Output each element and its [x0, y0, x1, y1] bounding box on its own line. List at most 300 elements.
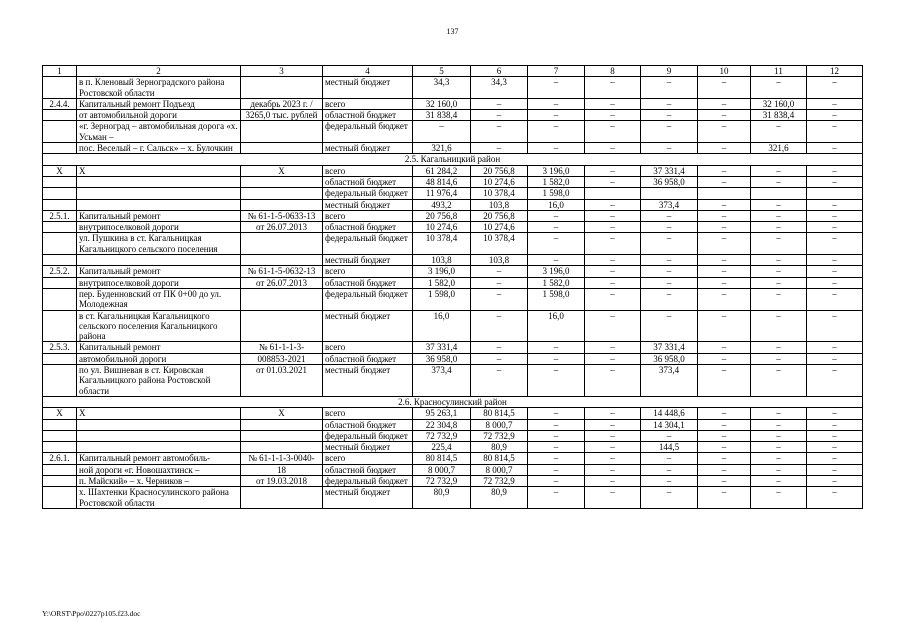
cell-col-11: –	[751, 288, 807, 310]
cell-col-2: от автомобильной дороги	[77, 110, 241, 121]
cell-col-8: –	[585, 199, 641, 210]
cell-col-1	[43, 310, 77, 342]
cell-col-4: областной бюджет	[323, 110, 413, 121]
table-row	[43, 199, 863, 210]
cell-col-3	[241, 176, 323, 187]
cell-col-3: 3265,0 тыс. рублей	[241, 110, 323, 121]
cell-col-4: всего	[323, 453, 413, 464]
cell-col-8: –	[585, 77, 641, 99]
cell-col-1	[43, 430, 77, 441]
table-row	[43, 277, 863, 288]
cell-col-7: 3 196,0	[528, 266, 585, 277]
cell-col-4: всего	[323, 342, 413, 353]
cell-col-8: –	[585, 266, 641, 277]
cell-col-8: –	[585, 310, 641, 342]
cell-col-1	[43, 464, 77, 475]
cell-col-9	[641, 188, 698, 199]
cell-col-2: пер. Буденновский от ПК 0+00 до ул. Молодежная	[77, 288, 241, 310]
cell-col-7: –	[528, 365, 585, 397]
cell-col-7: –	[528, 464, 585, 475]
cell-col-9: –	[641, 464, 698, 475]
cell-col-12: –	[807, 310, 863, 342]
cell-col-2: Х	[77, 165, 241, 176]
cell-col-8: –	[585, 121, 641, 143]
cell-col-5: 493,2	[413, 199, 471, 210]
cell-col-6: 34,3	[471, 77, 528, 99]
cell-col-8: –	[585, 176, 641, 187]
cell-col-11: 32 160,0	[751, 98, 807, 109]
cell-col-8: –	[585, 222, 641, 233]
cell-col-9: –	[641, 277, 698, 288]
cell-col-7: 1 582,0	[528, 277, 585, 288]
cell-col-12: –	[807, 121, 863, 143]
table-row	[43, 475, 863, 486]
cell-col-6: 80,9	[471, 442, 528, 453]
cell-col-7: –	[528, 353, 585, 364]
cell-col-11: –	[751, 353, 807, 364]
table-row	[43, 419, 863, 430]
cell-col-8: –	[585, 255, 641, 266]
table-row	[43, 176, 863, 187]
cell-col-1	[43, 487, 77, 509]
cell-col-6: 80,9	[471, 487, 528, 509]
table-row	[43, 487, 863, 509]
cell-col-8: –	[585, 342, 641, 353]
cell-col-3: от 26.07.2013	[241, 277, 323, 288]
table-row	[43, 310, 863, 342]
cell-col-2: «г. Зерноград – автомобильная дорога «х. Усьман –	[77, 121, 241, 143]
cell-col-7: –	[528, 475, 585, 486]
cell-col-3	[241, 487, 323, 509]
cell-col-8: –	[585, 233, 641, 255]
cell-col-9: 14 304,1	[641, 419, 698, 430]
cell-col-10: –	[698, 487, 751, 509]
cell-col-10: –	[698, 475, 751, 486]
cell-col-1	[43, 233, 77, 255]
cell-col-9: 144,5	[641, 442, 698, 453]
cell-col-1: Х	[43, 408, 77, 419]
cell-col-8	[585, 188, 641, 199]
header-cell: 2	[77, 66, 241, 77]
cell-col-8: –	[585, 408, 641, 419]
cell-col-9: –	[641, 310, 698, 342]
cell-col-11: –	[751, 464, 807, 475]
cell-col-7: –	[528, 255, 585, 266]
cell-col-4: федеральный бюджет	[323, 233, 413, 255]
cell-col-11: –	[751, 210, 807, 221]
section-title: 2.5. Кагальницкий район	[43, 154, 863, 165]
cell-col-12: –	[807, 342, 863, 353]
cell-col-4: всего	[323, 98, 413, 109]
cell-col-12: –	[807, 442, 863, 453]
header-cell: 9	[641, 66, 698, 77]
cell-col-2	[77, 188, 241, 199]
cell-col-10: –	[698, 77, 751, 99]
cell-col-10: –	[698, 98, 751, 109]
table-row	[43, 342, 863, 353]
cell-col-7: 1 582,0	[528, 176, 585, 187]
cell-col-7: –	[528, 342, 585, 353]
page-number: 137	[446, 27, 459, 36]
table-row	[43, 288, 863, 310]
cell-col-1	[43, 288, 77, 310]
cell-col-2: Капитальный ремонт Подъезд	[77, 98, 241, 109]
cell-col-6: 72 732,9	[471, 430, 528, 441]
cell-col-8: –	[585, 430, 641, 441]
cell-col-1	[43, 188, 77, 199]
cell-col-3	[241, 143, 323, 154]
cell-col-4: областной бюджет	[323, 176, 413, 187]
cell-col-5: 321,6	[413, 143, 471, 154]
cell-col-7: –	[528, 98, 585, 109]
cell-col-9: 37 331,4	[641, 342, 698, 353]
table-row	[43, 188, 863, 199]
cell-col-1	[43, 475, 77, 486]
cell-col-10: –	[698, 176, 751, 187]
cell-col-10: –	[698, 210, 751, 221]
section-heading-row	[43, 154, 863, 165]
table-row	[43, 408, 863, 419]
cell-col-12	[807, 188, 863, 199]
cell-col-10: –	[698, 143, 751, 154]
cell-col-1	[43, 255, 77, 266]
cell-col-3: Х	[241, 165, 323, 176]
cell-col-9: –	[641, 475, 698, 486]
cell-col-11: –	[751, 310, 807, 342]
cell-col-8: –	[585, 288, 641, 310]
cell-col-1	[43, 442, 77, 453]
cell-col-5: 31 838,4	[413, 110, 471, 121]
cell-col-12: –	[807, 255, 863, 266]
cell-col-12: –	[807, 176, 863, 187]
cell-col-8: –	[585, 98, 641, 109]
cell-col-2	[77, 419, 241, 430]
cell-col-2	[77, 255, 241, 266]
cell-col-8: –	[585, 277, 641, 288]
cell-col-6: 80 814,5	[471, 408, 528, 419]
cell-col-10: –	[698, 310, 751, 342]
cell-col-11: –	[751, 233, 807, 255]
cell-col-9: 373,4	[641, 199, 698, 210]
cell-col-7: 16,0	[528, 199, 585, 210]
cell-col-5: 48 814,6	[413, 176, 471, 187]
cell-col-10: –	[698, 464, 751, 475]
cell-col-5: 103,8	[413, 255, 471, 266]
cell-col-8: –	[585, 487, 641, 509]
cell-col-6: –	[471, 288, 528, 310]
cell-col-1	[43, 110, 77, 121]
header-cell: 4	[323, 66, 413, 77]
cell-col-3: № 61-1-5-0632-13	[241, 266, 323, 277]
table-row	[43, 77, 863, 99]
cell-col-6: 8 000,7	[471, 464, 528, 475]
cell-col-12: –	[807, 143, 863, 154]
cell-col-2: в п. Кленовый Зерноградского района Ростовской области	[77, 77, 241, 99]
file-path-footer: Y:\ORST\Ppo\0227p105.f23.doc	[42, 609, 141, 618]
cell-col-4: всего	[323, 165, 413, 176]
cell-col-11: –	[751, 266, 807, 277]
cell-col-10: –	[698, 419, 751, 430]
cell-col-12: –	[807, 266, 863, 277]
cell-col-9: –	[641, 222, 698, 233]
cell-col-6: –	[471, 365, 528, 397]
cell-col-4: местный бюджет	[323, 255, 413, 266]
cell-col-9: 14 448,6	[641, 408, 698, 419]
cell-col-8: –	[585, 365, 641, 397]
cell-col-5: 225,4	[413, 442, 471, 453]
cell-col-2	[77, 176, 241, 187]
cell-col-3: Х	[241, 408, 323, 419]
cell-col-3	[241, 199, 323, 210]
cell-col-10: –	[698, 266, 751, 277]
cell-col-4: местный бюджет	[323, 199, 413, 210]
cell-col-12: –	[807, 277, 863, 288]
cell-col-11: –	[751, 277, 807, 288]
cell-col-3	[241, 430, 323, 441]
cell-col-6: –	[471, 110, 528, 121]
cell-col-11: –	[751, 176, 807, 187]
cell-col-4: федеральный бюджет	[323, 121, 413, 143]
cell-col-10: –	[698, 110, 751, 121]
cell-col-9: –	[641, 255, 698, 266]
cell-col-3	[241, 121, 323, 143]
cell-col-11: –	[751, 365, 807, 397]
cell-col-1	[43, 199, 77, 210]
cell-col-6: –	[471, 310, 528, 342]
cell-col-2	[77, 430, 241, 441]
cell-col-3: декабрь 2023 г. /	[241, 98, 323, 109]
table-body	[43, 66, 863, 509]
cell-col-2: пос. Веселый – г. Сальск» – х. Булочкин	[77, 143, 241, 154]
cell-col-7: –	[528, 210, 585, 221]
cell-col-12: –	[807, 233, 863, 255]
cell-col-2: автомобильной дороги	[77, 353, 241, 364]
cell-col-5: 10 378,4	[413, 233, 471, 255]
cell-col-3: № 61-1-1-3-	[241, 342, 323, 353]
cell-col-9: –	[641, 233, 698, 255]
section-title: 2.6. Красносулинский район	[43, 396, 863, 407]
cell-col-9: 373,4	[641, 365, 698, 397]
cell-col-8: –	[585, 419, 641, 430]
cell-col-7: –	[528, 442, 585, 453]
cell-col-12: –	[807, 408, 863, 419]
cell-col-12: –	[807, 222, 863, 233]
cell-col-9: –	[641, 77, 698, 99]
cell-col-10: –	[698, 255, 751, 266]
cell-col-11: –	[751, 408, 807, 419]
cell-col-5: 80,9	[413, 487, 471, 509]
cell-col-1	[43, 121, 77, 143]
cell-col-3	[241, 188, 323, 199]
cell-col-1: 2.5.3.	[43, 342, 77, 353]
cell-col-1	[43, 353, 77, 364]
cell-col-5: 61 284,2	[413, 165, 471, 176]
cell-col-11: –	[751, 222, 807, 233]
cell-col-3	[241, 233, 323, 255]
cell-col-1: 2.6.1.	[43, 453, 77, 464]
table-row	[43, 365, 863, 397]
cell-col-6: 80 814,5	[471, 453, 528, 464]
cell-col-7: –	[528, 419, 585, 430]
cell-col-4: областной бюджет	[323, 464, 413, 475]
cell-col-4: местный бюджет	[323, 442, 413, 453]
table-row	[43, 255, 863, 266]
budget-table	[42, 65, 863, 509]
cell-col-1	[43, 222, 77, 233]
cell-col-12: –	[807, 77, 863, 99]
cell-col-8: –	[585, 143, 641, 154]
cell-col-8: –	[585, 442, 641, 453]
table-row	[43, 430, 863, 441]
cell-col-1: Х	[43, 165, 77, 176]
cell-col-2: ной дороги «г. Новошахтинск –	[77, 464, 241, 475]
cell-col-10: –	[698, 199, 751, 210]
cell-col-11: –	[751, 165, 807, 176]
cell-col-5: 10 274,6	[413, 222, 471, 233]
cell-col-11: –	[751, 430, 807, 441]
cell-col-7: 1 598,0	[528, 288, 585, 310]
cell-col-6: 10 274,6	[471, 176, 528, 187]
cell-col-4: всего	[323, 266, 413, 277]
cell-col-2: Капитальный ремонт	[77, 266, 241, 277]
cell-col-5: 22 304,8	[413, 419, 471, 430]
cell-col-10: –	[698, 233, 751, 255]
cell-col-5: 20 756,8	[413, 210, 471, 221]
table-row	[43, 266, 863, 277]
cell-col-5: 16,0	[413, 310, 471, 342]
cell-col-9: 37 331,4	[641, 165, 698, 176]
cell-col-4: всего	[323, 210, 413, 221]
cell-col-11	[751, 188, 807, 199]
cell-col-5: 34,3	[413, 77, 471, 99]
header-cell: 6	[471, 66, 528, 77]
cell-col-7: –	[528, 233, 585, 255]
cell-col-6: 20 756,8	[471, 165, 528, 176]
cell-col-5: 80 814,5	[413, 453, 471, 464]
cell-col-12: –	[807, 487, 863, 509]
cell-col-7: –	[528, 77, 585, 99]
cell-col-1: 2.5.1.	[43, 210, 77, 221]
cell-col-7: –	[528, 487, 585, 509]
cell-col-2: п. Майский» – х. Черников –	[77, 475, 241, 486]
cell-col-6: –	[471, 98, 528, 109]
cell-col-4: федеральный бюджет	[323, 288, 413, 310]
cell-col-11: –	[751, 342, 807, 353]
cell-col-11: –	[751, 77, 807, 99]
header-cell: 3	[241, 66, 323, 77]
cell-col-2: Капитальный ремонт автомобиль-	[77, 453, 241, 464]
cell-col-11: –	[751, 487, 807, 509]
cell-col-5: 72 732,9	[413, 475, 471, 486]
cell-col-2: х. Шахтенки Красносулинского района Ростовской области	[77, 487, 241, 509]
cell-col-5: 36 958,0	[413, 353, 471, 364]
cell-col-4: местный бюджет	[323, 143, 413, 154]
table-row	[43, 464, 863, 475]
cell-col-10: –	[698, 165, 751, 176]
cell-col-10: –	[698, 121, 751, 143]
cell-col-2: по ул. Вишневая в ст. Кировская Кагальницкого района Ростовской области	[77, 365, 241, 397]
cell-col-9: –	[641, 143, 698, 154]
cell-col-4: всего	[323, 408, 413, 419]
cell-col-4: областной бюджет	[323, 353, 413, 364]
table-row	[43, 233, 863, 255]
cell-col-8: –	[585, 110, 641, 121]
cell-col-9: –	[641, 121, 698, 143]
cell-col-9: 36 958,0	[641, 353, 698, 364]
cell-col-7: –	[528, 110, 585, 121]
cell-col-6: –	[471, 342, 528, 353]
cell-col-8: –	[585, 464, 641, 475]
cell-col-11: –	[751, 419, 807, 430]
cell-col-2: в ст. Кагальницкая Кагальницкого сельского поселения Кагальницкого района	[77, 310, 241, 342]
cell-col-9: –	[641, 110, 698, 121]
cell-col-6: –	[471, 353, 528, 364]
cell-col-1: 2.5.2.	[43, 266, 77, 277]
cell-col-12: –	[807, 419, 863, 430]
cell-col-5: 11 976,4	[413, 188, 471, 199]
cell-col-4: федеральный бюджет	[323, 188, 413, 199]
cell-col-3: 18	[241, 464, 323, 475]
cell-col-5: 8 000,7	[413, 464, 471, 475]
cell-col-4: местный бюджет	[323, 310, 413, 342]
table-row	[43, 453, 863, 464]
cell-col-9: 36 958,0	[641, 176, 698, 187]
cell-col-6: 10 378,4	[471, 188, 528, 199]
header-cell: 8	[585, 66, 641, 77]
cell-col-5: 32 160,0	[413, 98, 471, 109]
cell-col-9: –	[641, 288, 698, 310]
table-row	[43, 222, 863, 233]
header-cell: 10	[698, 66, 751, 77]
cell-col-11: –	[751, 453, 807, 464]
header-cell: 12	[807, 66, 863, 77]
cell-col-2: Капитальный ремонт	[77, 210, 241, 221]
header-cell: 7	[528, 66, 585, 77]
cell-col-12: –	[807, 353, 863, 364]
cell-col-3	[241, 255, 323, 266]
cell-col-1	[43, 365, 77, 397]
cell-col-5: 3 196,0	[413, 266, 471, 277]
cell-col-10: –	[698, 288, 751, 310]
cell-col-12: –	[807, 365, 863, 397]
cell-col-2	[77, 199, 241, 210]
cell-col-6: 10 378,4	[471, 233, 528, 255]
table-row	[43, 143, 863, 154]
cell-col-5: 1 582,0	[413, 277, 471, 288]
cell-col-11: –	[751, 255, 807, 266]
table-header-row	[43, 66, 863, 77]
cell-col-9: –	[641, 487, 698, 509]
cell-col-12: –	[807, 165, 863, 176]
cell-col-3: от 26.07.2013	[241, 222, 323, 233]
cell-col-7: –	[528, 222, 585, 233]
section-heading-row	[43, 396, 863, 407]
cell-col-10: –	[698, 453, 751, 464]
cell-col-7: –	[528, 453, 585, 464]
cell-col-2: Капитальный ремонт	[77, 342, 241, 353]
cell-col-4: областной бюджет	[323, 277, 413, 288]
cell-col-5: 72 732,9	[413, 430, 471, 441]
cell-col-11: –	[751, 475, 807, 486]
cell-col-3	[241, 442, 323, 453]
cell-col-8: –	[585, 210, 641, 221]
cell-col-7: 3 196,0	[528, 165, 585, 176]
cell-col-2	[77, 442, 241, 453]
cell-col-1	[43, 419, 77, 430]
cell-col-4: федеральный бюджет	[323, 475, 413, 486]
cell-col-11: –	[751, 199, 807, 210]
cell-col-4: областной бюджет	[323, 419, 413, 430]
